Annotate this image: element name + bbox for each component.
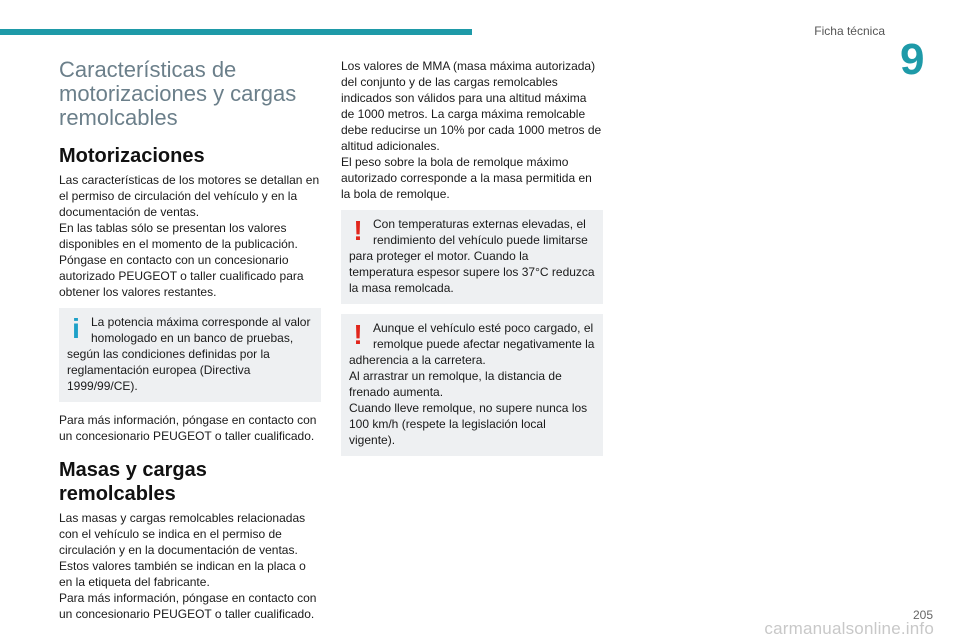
- paragraph: Para más información, póngase en contacto con un concesionario PEUGEOT o taller cualificado.: [59, 591, 317, 621]
- info-icon: i: [72, 313, 80, 344]
- warning-note: [341, 210, 603, 304]
- page-title: Características de motorizaciones y cargas remolcables: [59, 57, 297, 130]
- note-text: Cuando lleve remolque, no supere nunca los 100 km/h (respete la legislación local vigente).: [349, 401, 588, 447]
- warning-note: [341, 314, 603, 456]
- paragraph: El peso sobre la bola de remolque máximo autorizado corresponde a la masa permitida en la bola de remolque.: [341, 155, 592, 201]
- paragraph: Estos valores también se indican en la placa o en la etiqueta del fabricante.: [59, 559, 306, 589]
- paragraph: En las tablas sólo se presentan los valores disponibles en el momento de la publicación.: [59, 221, 298, 251]
- note-text: La potencia máxima corresponde al valor homologado en un banco de pruebas,: [91, 315, 311, 345]
- watermark: carmanualsonline.info: [764, 619, 934, 638]
- page-number: 205: [912, 608, 933, 622]
- warning-icon: !: [353, 215, 363, 246]
- chapter-number: 9: [900, 35, 925, 84]
- paragraph: Las características de los motores se detallan en el permiso de circulación del vehículo y en la documentación de ventas.: [59, 173, 320, 219]
- note-text: Aunque el vehículo esté poco cargado, el remolque puede afectar negativamente la: [373, 321, 595, 351]
- note-text: Al arrastrar un remolque, la distancia de frenado aumenta.: [349, 369, 562, 399]
- note-text: adherencia a la carretera.: [349, 353, 486, 367]
- info-note: [59, 308, 321, 402]
- note-text: según las condiciones definidas por la reglamentación europea (Directiva 1999/99/CE).: [67, 347, 270, 393]
- paragraph: Las masas y cargas remolcables relacionadas con el vehículo se indica en el permiso de circulación y en la documentación de ventas.: [59, 511, 306, 557]
- left-column: [59, 58, 321, 622]
- paragraph: Póngase en contacto con un concesionario autorizado PEUGEOT o taller cualificado para obtener los valores restantes.: [59, 253, 304, 299]
- right-column: [341, 58, 603, 466]
- section-label: Ficha técnica: [814, 24, 885, 38]
- header-accent-bar: [0, 29, 472, 35]
- heading-masas: Masas y cargas remolcables: [59, 459, 207, 505]
- warning-icon: !: [353, 319, 363, 350]
- note-text: Con temperaturas externas elevadas, el rendimiento del vehículo puede limitarse: [373, 217, 588, 247]
- note-text: para proteger el motor. Cuando la temperatura espesor supere los 37°C reduzca la masa remolcada.: [349, 249, 595, 295]
- paragraph: Para más información, póngase en contacto con un concesionario PEUGEOT o taller cualificado.: [59, 413, 317, 443]
- heading-motorizaciones: Motorizaciones: [59, 145, 205, 167]
- paragraph: Los valores de MMA (masa máxima autorizada) del conjunto y de las cargas remolcables indicados son válidos para una altitud máxima de 1000 metros. La carga máxima remolcable debe reducirse un 10% por cada 1000 metros de altitud adicionales.: [341, 59, 602, 153]
